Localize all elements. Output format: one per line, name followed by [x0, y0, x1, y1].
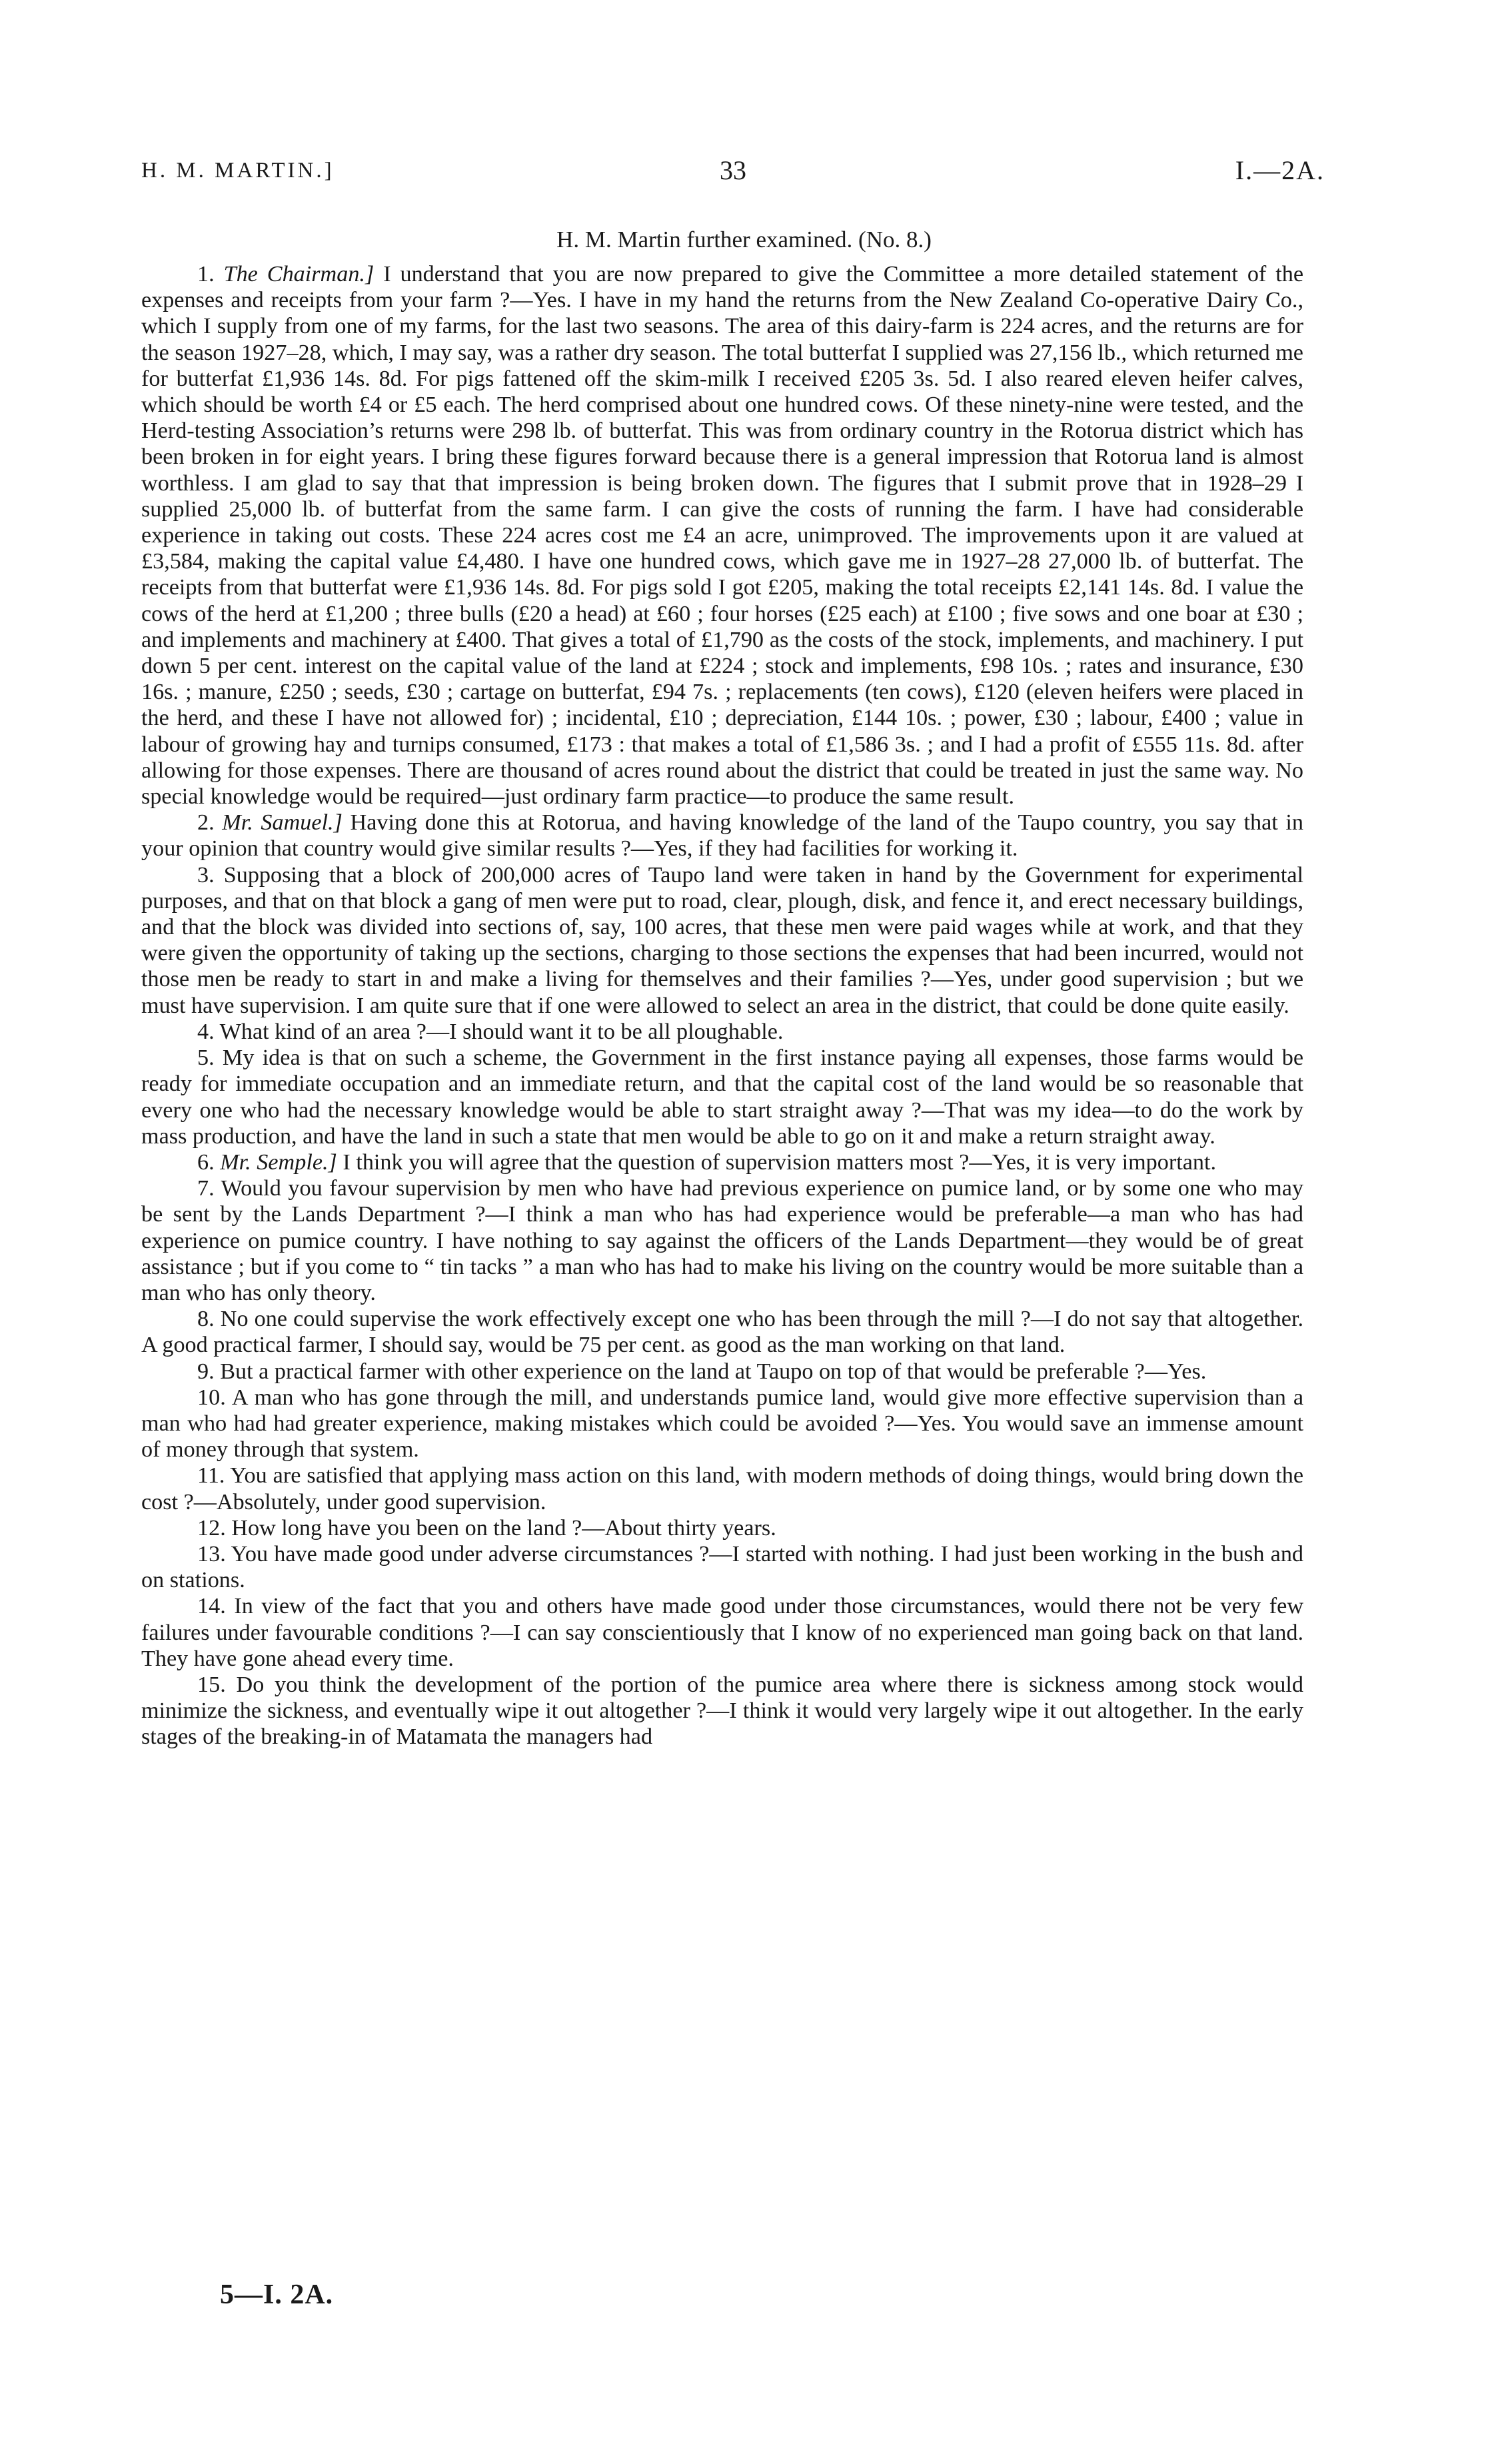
question-paragraph-6 [141, 1149, 1303, 1175]
paragraph-text: I understand that you are now prepared to give the Committee a more detailed statement of the expenses and receipts from your farm ?—Yes. I have in my hand the returns from the New Zealand Co-operative Dairy Co., which I supply from one of my farms, for the last two seasons. The area of this dairy-farm is 224 acres, and the returns are for the season 1927–28, which, I may say, was a rather dry season. The total butterfat I supplied was 27,156 lb., which returned me for butterfat £1,936 14s. 8d. For pigs fattened off the skim-milk I received £205 3s. 5d. I also reared eleven heifer calves, which should be worth £4 or £5 each. The herd comprised about one hundred cows. Of these ninety-nine were tested, and the Herd-testing Association’s returns were 298 lb. of butterfat. This was from ordinary country in the Rotorua district which has been broken in for eight years. I bring these figures forward because there is a general impression that Rotorua land is almost worthless. I am glad to say that that impression is being broken down. The figures that I submit prove that in 1928–29 I supplied 25,000 lb. of butterfat from the same farm. I can give the costs of running the farm. I have had considerable experience in taking out costs. These 224 acres cost me £4 an acre, unimproved. The improvements upon it are valued at £3,584, making the capital value £4,480. I have one hundred cows, which gave me in 1927–28 27,000 lb. of butterfat. The receipts from that butterfat were £1,936 14s. 8d. For pigs sold I got £205, making the total receipts £2,141 14s. 8d. I value the cows of the herd at £1,200 ; three bulls (£20 a head) at £60 ; four horses (£25 each) at £100 ; five sows and one boar at £30 ; and implements and machinery at £400. That gives a total of £1,790 as the costs of the stock, implements, and machinery. I put down 5 per cent. interest on the capital value of the land at £224 ; stock and implements, £98 10s. ; rates and insurance, £30 16s. ; manure, £250 ; seeds, £30 ; cartage on butterfat, £94 7s. ; replacements (ten cows), £120 (eleven heifers were placed in the herd, and these I have not allowed for) ; incidental, £10 ; depreciation, £144 10s. ; power, £30 ; labour, £400 ; value in labour of growing hay and turnips consumed, £173 : that makes a total of £1,586 3s. ; and I had a profit of £555 11s. 8d. after allowing for those expenses. There are thousand of acres round about the district that could be treated in just the same way. No special knowledge would be required—just ordinary farm practice—to produce the same result. [141, 262, 1303, 810]
question-paragraph-2 [141, 810, 1303, 862]
paragraph-text: A man who has gone through the mill, and understands pumice land, would give more effective supervision than a man who had had greater experience, making mistakes which could be avoided ?—Yes. You would save an immense amount of money through that system. [141, 1385, 1304, 1463]
question-number: 11. [197, 1463, 231, 1489]
paragraph-text: Do you think the development of the portion of the pumice area where there is sickness among stock would minimize the sickness, and eventually wipe it out altogether ?—I think it would very largely wipe it out altogether. In the early stages of the breaking-in of Matamata the managers had [141, 1672, 1303, 1750]
paragraph-text: You are satisfied that applying mass action on this land, with modern methods of doing things, would bring down the cost ?—Absolutely, under good supervision. [141, 1463, 1303, 1515]
question-paragraph-15 [141, 1672, 1303, 1750]
paragraph-text: Supposing that a block of 200,000 acres of Taupo land were taken in hand by the Government for experimental purposes, and that on that block a gang of men were put to road, clear, plough, disk, and fence it, and erect necessary buildings, and that the block was divided into sections of, say, 100 acres, that these men were paid wages while at work, and that they were given the opportunity of taking up the sections, charging to those sections the expenses that had been incurred, would not those men be ready to start in and make a living for themselves and their families ?—Yes, under good supervision ; but we must have supervision. I am quite sure that if one were allowed to select an area in the district, that could be done quite easily. [141, 862, 1303, 1018]
question-number: 6. [197, 1149, 221, 1175]
question-paragraph-4 [141, 1019, 1303, 1045]
paragraph-text: Having done this at Rotorua, and having knowledge of the land of the Taupo country, you say that in your opinion that country would give similar results ?—Yes, if they had facilities for working it. [141, 810, 1304, 862]
question-number: 10. [197, 1385, 232, 1410]
question-number: 2. [197, 810, 223, 836]
paragraph-text: Would you favour supervision by men who have had previous experience on pumice land, or by some one who may be sent by the Lands Department ?—I think a man who has had experience would be preferable—a man who has had experience on pumice country. I have nothing to say against the officers of the Lands Department—they would be of great assistance ; but if you come to “ tin tacks ” a man who has had to make his living on the country would be more suitable than a man who has only theory. [141, 1176, 1303, 1305]
paragraph-text: In view of the fact that you and others have made good under those circumstances, would there not be very few failures under favourable conditions ?—I can say conscientiously that I know of no experienced man going back on that land. They have gone ahead every time. [141, 1594, 1304, 1671]
question-paragraph-7 [141, 1175, 1303, 1306]
question-paragraph-3 [141, 862, 1303, 1019]
question-paragraph-12 [141, 1515, 1303, 1541]
question-number: 9. [197, 1359, 221, 1384]
paper-reference: I.—2A. [1235, 155, 1325, 185]
question-number: 7. [197, 1176, 221, 1201]
page-number: 33 [720, 155, 746, 185]
question-paragraph-14 [141, 1593, 1303, 1672]
paragraph-text: What kind of an area ?—I should want it to be all ploughable. [219, 1019, 784, 1044]
speaker-name: The Chairman.] [223, 262, 374, 287]
question-paragraph-1 [141, 261, 1303, 810]
question-paragraph-8 [141, 1306, 1303, 1358]
question-paragraph-10 [141, 1385, 1303, 1463]
question-number: 8. [197, 1307, 221, 1332]
section-title: H. M. Martin further examined. (No. 8.) [556, 227, 932, 253]
question-number: 3. [197, 862, 224, 888]
speaker-name: Mr. Semple.] [220, 1149, 337, 1175]
question-paragraph-11 [141, 1463, 1303, 1515]
question-number: 12. [197, 1515, 232, 1540]
question-paragraph-5 [141, 1045, 1303, 1149]
paragraph-text: You have made good under adverse circumstances ?—I started with nothing. I had just been working in the bush and on stations. [141, 1541, 1304, 1593]
question-number: 14. [197, 1594, 235, 1619]
document-body [141, 261, 1303, 1750]
question-number: 1. [197, 262, 224, 287]
paragraph-text: No one could supervise the work effectively except one who has been through the mill ?—I do not say that altogether. A good practical farmer, I should say, would be 75 per cent. as good as the man working on that land. [141, 1307, 1304, 1358]
speaker-name: Mr. Samuel.] [222, 810, 343, 836]
paragraph-text: How long have you been on the land ?—About thirty years. [231, 1515, 776, 1540]
question-number: 13. [197, 1541, 231, 1566]
question-paragraph-13 [141, 1541, 1303, 1593]
header-witness-name: H. M. MARTIN.] [141, 159, 335, 183]
question-number: 15. [197, 1672, 237, 1697]
question-number: 4. [197, 1019, 220, 1044]
paragraph-text: But a practical farmer with other experience on the land at Taupo on top of that would be preferable ?—Yes. [220, 1359, 1207, 1384]
page-header [141, 155, 1325, 199]
signature-footer: 5—I. 2A. [220, 2279, 334, 2310]
paragraph-text: I think you will agree that the question of supervision matters most ?—Yes, it is very important. [337, 1149, 1217, 1175]
question-number: 5. [197, 1045, 223, 1071]
paragraph-text: My idea is that on such a scheme, the Government in the first instance paying all expenses, those farms would be ready for immediate occupation and an immediate return, and that the capital cost of the land would be so reasonable that every one who had the necessary knowledge would be able to start straight away ?—That was my idea—to do the work by mass production, and have the land in such a state that men would be able to go on it and make a return straight away. [141, 1045, 1303, 1149]
question-paragraph-9 [141, 1359, 1303, 1385]
